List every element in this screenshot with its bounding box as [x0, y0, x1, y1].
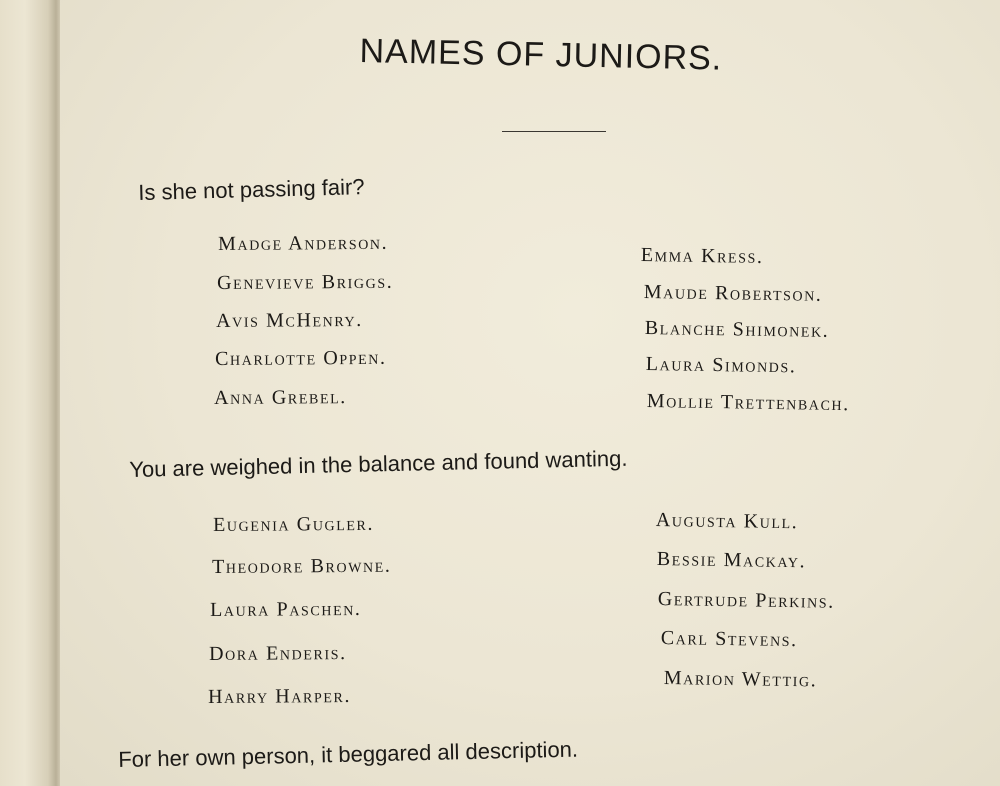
name-entry: Carl Stevens.: [660, 627, 798, 652]
name-entry: Avis McHenry.: [216, 308, 363, 332]
name-entry: Marion Wettig.: [663, 667, 818, 692]
book-gutter: [0, 0, 60, 786]
name-entry: Genevieve Briggs.: [217, 270, 394, 294]
name-entry: Anna Grebel.: [214, 386, 347, 409]
name-entry: Laura Simonds.: [645, 353, 797, 378]
name-entry: Bessie Mackay.: [656, 548, 807, 573]
name-entry: Emma Kress.: [640, 244, 764, 268]
name-entry: Harry Harper.: [208, 685, 352, 708]
name-entry: Laura Paschen.: [210, 597, 362, 621]
name-entry: Augusta Kull.: [655, 509, 799, 534]
section-1-intro: Is she not passing fair?: [138, 174, 365, 205]
section-2-intro: You are weighed in the balance and found wanting.: [129, 445, 628, 482]
page-title: NAMES OF JUNIORS.: [359, 32, 723, 78]
name-entry: Madge Anderson.: [218, 231, 389, 255]
title-divider: [502, 131, 606, 132]
name-entry: Gertrude Perkins.: [657, 588, 836, 613]
name-entry: Theodore Browne.: [212, 554, 392, 578]
section-3-intro: For her own person, it beggared all description.: [118, 736, 579, 772]
name-entry: Eugenia Gugler.: [213, 512, 375, 536]
name-entry: Maude Robertson.: [643, 281, 823, 306]
name-entry: Mollie Trettenbach.: [646, 390, 851, 416]
name-entry: Blanche Shimonek.: [644, 317, 830, 342]
book-page: [60, 0, 1000, 786]
name-entry: Charlotte Oppen.: [215, 346, 387, 370]
name-entry: Dora Enderis.: [209, 642, 347, 665]
